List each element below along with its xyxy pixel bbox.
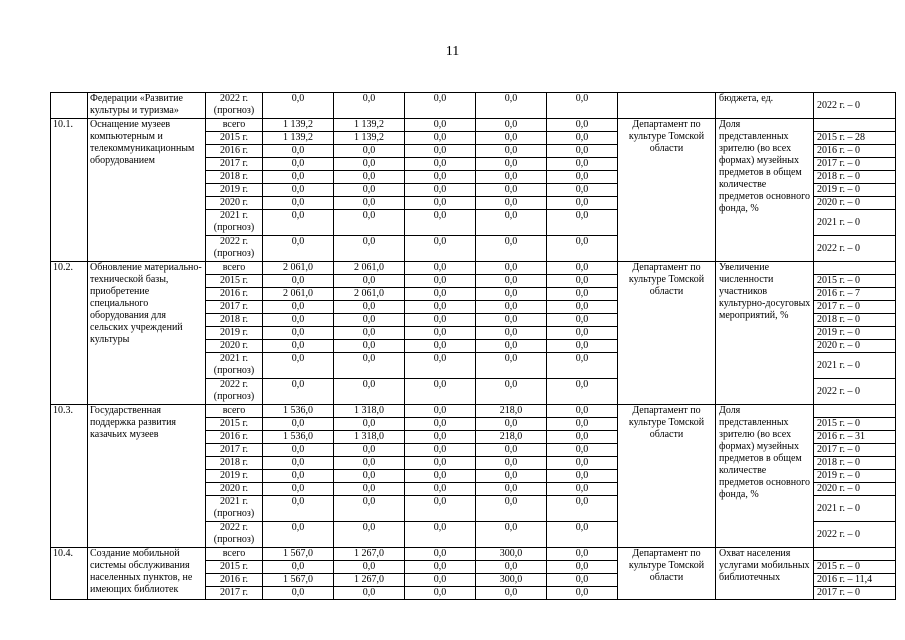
target-value-cell	[814, 405, 896, 418]
amount-cell: 0,0	[405, 236, 476, 262]
amount-cell: 0,0	[547, 405, 618, 418]
target-value-cell: 2017 г. – 0	[814, 444, 896, 457]
amount-cell: 0,0	[547, 561, 618, 574]
measure-number: 10.2.	[51, 262, 88, 405]
amount-cell: 0,0	[405, 262, 476, 275]
amount-cell: 0,0	[405, 158, 476, 171]
amount-cell: 0,0	[547, 522, 618, 548]
year-cell: 2022 г. (прогноз)	[206, 522, 263, 548]
executor-cell: Департамент по культуре Томской области	[618, 548, 716, 600]
year-cell: 2017 г.	[206, 587, 263, 600]
amount-cell: 0,0	[334, 93, 405, 119]
amount-cell: 0,0	[476, 561, 547, 574]
amount-cell: 0,0	[476, 457, 547, 470]
amount-cell: 0,0	[547, 301, 618, 314]
target-value-cell: 2016 г. – 31	[814, 431, 896, 444]
amount-cell: 0,0	[476, 184, 547, 197]
target-value-cell: 2019 г. – 0	[814, 470, 896, 483]
amount-cell: 0,0	[405, 132, 476, 145]
amount-cell: 0,0	[405, 145, 476, 158]
amount-cell: 0,0	[547, 119, 618, 132]
amount-cell: 2 061,0	[334, 262, 405, 275]
amount-cell: 0,0	[405, 171, 476, 184]
indicator-cell: Увеличение численности участников культурно-досуговых мероприятий, %	[716, 262, 814, 405]
target-value-cell: 2015 г. – 0	[814, 561, 896, 574]
executor-cell: Департамент по культуре Томской области	[618, 405, 716, 548]
amount-cell: 1 567,0	[263, 548, 334, 561]
year-cell: 2021 г. (прогноз)	[206, 496, 263, 522]
amount-cell: 0,0	[334, 496, 405, 522]
year-cell: 2020 г.	[206, 197, 263, 210]
amount-cell: 0,0	[263, 340, 334, 353]
amount-cell: 0,0	[476, 275, 547, 288]
amount-cell: 0,0	[263, 561, 334, 574]
measure-name: Обновление материально-технической базы, приобретение специального оборудования для сельских учреждений культуры	[88, 262, 206, 405]
measure-name: Государственная поддержка развития казачьих музеев	[88, 405, 206, 548]
year-cell: 2015 г.	[206, 561, 263, 574]
amount-cell: 2 061,0	[263, 288, 334, 301]
measure-number	[51, 93, 88, 119]
year-cell: 2016 г.	[206, 431, 263, 444]
target-value-cell: 2021 г. – 0	[814, 210, 896, 236]
amount-cell: 0,0	[405, 314, 476, 327]
amount-cell: 0,0	[405, 353, 476, 379]
amount-cell: 0,0	[263, 327, 334, 340]
amount-cell: 0,0	[263, 210, 334, 236]
amount-cell: 0,0	[263, 522, 334, 548]
amount-cell: 1 139,2	[263, 119, 334, 132]
executor-cell: Департамент по культуре Томской области	[618, 262, 716, 405]
table-row	[51, 93, 896, 119]
target-value-cell: 2016 г. – 7	[814, 288, 896, 301]
amount-cell: 1 318,0	[334, 431, 405, 444]
amount-cell: 0,0	[334, 353, 405, 379]
page-number: 11	[445, 44, 460, 59]
target-value-cell: 2022 г. – 0	[814, 93, 896, 119]
amount-cell: 0,0	[334, 197, 405, 210]
amount-cell: 0,0	[405, 184, 476, 197]
amount-cell: 0,0	[547, 457, 618, 470]
amount-cell: 0,0	[476, 444, 547, 457]
year-cell: 2015 г.	[206, 132, 263, 145]
amount-cell: 0,0	[334, 418, 405, 431]
measure-number: 10.1.	[51, 119, 88, 262]
amount-cell: 0,0	[476, 496, 547, 522]
amount-cell: 2 061,0	[263, 262, 334, 275]
amount-cell: 0,0	[547, 444, 618, 457]
amount-cell: 0,0	[547, 574, 618, 587]
amount-cell: 0,0	[263, 379, 334, 405]
amount-cell: 0,0	[476, 145, 547, 158]
indicator-cell: бюджета, ед.	[716, 93, 814, 119]
amount-cell: 218,0	[476, 431, 547, 444]
amount-cell: 0,0	[405, 496, 476, 522]
target-value-cell: 2015 г. – 0	[814, 418, 896, 431]
amount-cell: 1 139,2	[334, 132, 405, 145]
amount-cell: 0,0	[476, 301, 547, 314]
amount-cell: 0,0	[263, 236, 334, 262]
amount-cell: 0,0	[405, 587, 476, 600]
year-cell: 2020 г.	[206, 340, 263, 353]
measure-number: 10.4.	[51, 548, 88, 600]
amount-cell: 0,0	[476, 470, 547, 483]
amount-cell: 0,0	[263, 171, 334, 184]
amount-cell: 0,0	[405, 327, 476, 340]
amount-cell: 0,0	[476, 236, 547, 262]
year-cell: всего	[206, 119, 263, 132]
amount-cell: 0,0	[547, 327, 618, 340]
amount-cell: 0,0	[476, 327, 547, 340]
target-value-cell: 2020 г. – 0	[814, 197, 896, 210]
amount-cell: 0,0	[405, 93, 476, 119]
amount-cell: 0,0	[405, 197, 476, 210]
amount-cell: 0,0	[476, 587, 547, 600]
indicator-cell: Доля представленных зрителю (во всех формах) музейных предметов в общем количестве предметов основного фонда, %	[716, 119, 814, 262]
target-value-cell: 2015 г. – 28	[814, 132, 896, 145]
amount-cell: 0,0	[547, 288, 618, 301]
amount-cell: 0,0	[405, 119, 476, 132]
amount-cell: 0,0	[405, 431, 476, 444]
target-value-cell	[814, 262, 896, 275]
year-cell: 2022 г. (прогноз)	[206, 379, 263, 405]
year-cell: 2018 г.	[206, 171, 263, 184]
amount-cell: 0,0	[405, 301, 476, 314]
amount-cell: 0,0	[547, 145, 618, 158]
amount-cell: 0,0	[263, 93, 334, 119]
amount-cell: 0,0	[476, 197, 547, 210]
amount-cell: 0,0	[263, 496, 334, 522]
amount-cell: 0,0	[263, 145, 334, 158]
amount-cell: 0,0	[405, 418, 476, 431]
amount-cell: 1 267,0	[334, 548, 405, 561]
amount-cell: 0,0	[476, 483, 547, 496]
amount-cell: 0,0	[405, 561, 476, 574]
amount-cell: 0,0	[547, 210, 618, 236]
target-value-cell	[814, 548, 896, 561]
amount-cell: 0,0	[405, 483, 476, 496]
year-cell: 2020 г.	[206, 483, 263, 496]
amount-cell: 0,0	[476, 132, 547, 145]
amount-cell: 0,0	[547, 418, 618, 431]
amount-cell: 0,0	[405, 574, 476, 587]
amount-cell: 0,0	[476, 171, 547, 184]
amount-cell: 0,0	[547, 93, 618, 119]
amount-cell: 0,0	[547, 379, 618, 405]
amount-cell: 0,0	[547, 171, 618, 184]
year-cell: 2021 г. (прогноз)	[206, 210, 263, 236]
target-value-cell: 2016 г. – 11,4	[814, 574, 896, 587]
amount-cell: 0,0	[476, 262, 547, 275]
target-value-cell: 2018 г. – 0	[814, 457, 896, 470]
amount-cell: 0,0	[263, 418, 334, 431]
amount-cell: 0,0	[334, 236, 405, 262]
target-value-cell: 2017 г. – 0	[814, 587, 896, 600]
amount-cell: 0,0	[263, 184, 334, 197]
target-value-cell: 2019 г. – 0	[814, 327, 896, 340]
amount-cell: 0,0	[334, 587, 405, 600]
amount-cell: 0,0	[334, 171, 405, 184]
amount-cell: 0,0	[263, 197, 334, 210]
amount-cell: 0,0	[547, 132, 618, 145]
year-cell: 2021 г. (прогноз)	[206, 353, 263, 379]
amount-cell: 0,0	[476, 522, 547, 548]
amount-cell: 0,0	[476, 418, 547, 431]
amount-cell: 0,0	[263, 314, 334, 327]
amount-cell: 0,0	[405, 405, 476, 418]
amount-cell: 0,0	[263, 483, 334, 496]
amount-cell: 0,0	[334, 210, 405, 236]
amount-cell: 0,0	[476, 93, 547, 119]
amount-cell: 0,0	[405, 444, 476, 457]
amount-cell: 1 139,2	[263, 132, 334, 145]
amount-cell: 0,0	[263, 301, 334, 314]
measure-name: Федерации «Развитие культуры и туризма»	[88, 93, 206, 119]
year-cell: 2022 г. (прогноз)	[206, 236, 263, 262]
amount-cell: 0,0	[334, 457, 405, 470]
amount-cell: 1 318,0	[334, 405, 405, 418]
measure-number: 10.3.	[51, 405, 88, 548]
target-value-cell: 2020 г. – 0	[814, 340, 896, 353]
year-cell: 2019 г.	[206, 327, 263, 340]
amount-cell: 0,0	[476, 119, 547, 132]
target-value-cell: 2016 г. – 0	[814, 145, 896, 158]
table-row	[51, 119, 896, 132]
target-value-cell: 2020 г. – 0	[814, 483, 896, 496]
amount-cell: 1 139,2	[334, 119, 405, 132]
year-cell: всего	[206, 405, 263, 418]
amount-cell: 0,0	[476, 158, 547, 171]
year-cell: 2015 г.	[206, 418, 263, 431]
amount-cell: 0,0	[476, 288, 547, 301]
year-cell: 2017 г.	[206, 444, 263, 457]
amount-cell: 0,0	[476, 340, 547, 353]
amount-cell: 0,0	[547, 470, 618, 483]
amount-cell: 0,0	[263, 587, 334, 600]
amount-cell: 0,0	[263, 158, 334, 171]
amount-cell: 0,0	[405, 288, 476, 301]
year-cell: 2016 г.	[206, 574, 263, 587]
target-value-cell: 2022 г. – 0	[814, 522, 896, 548]
amount-cell: 0,0	[263, 470, 334, 483]
executor-cell	[618, 93, 716, 119]
indicator-cell: Доля представленных зрителю (во всех формах) музейных предметов в общем количестве предметов основного фонда, %	[716, 405, 814, 548]
amount-cell: 0,0	[334, 470, 405, 483]
amount-cell: 0,0	[334, 314, 405, 327]
amount-cell: 0,0	[547, 496, 618, 522]
indicator-cell: Охват населения услугами мобильных библиотечных	[716, 548, 814, 600]
amount-cell: 0,0	[476, 379, 547, 405]
table-row	[51, 262, 896, 275]
amount-cell: 1 536,0	[263, 431, 334, 444]
program-measures-table	[50, 92, 896, 600]
amount-cell: 300,0	[476, 574, 547, 587]
year-cell: 2019 г.	[206, 184, 263, 197]
target-value-cell: 2018 г. – 0	[814, 314, 896, 327]
amount-cell: 0,0	[334, 444, 405, 457]
target-value-cell: 2021 г. – 0	[814, 496, 896, 522]
measure-name: Создание мобильной системы обслуживания населенных пунктов, не имеющих библиотек	[88, 548, 206, 600]
amount-cell: 0,0	[547, 197, 618, 210]
amount-cell: 0,0	[547, 262, 618, 275]
target-value-cell: 2021 г. – 0	[814, 353, 896, 379]
year-cell: всего	[206, 548, 263, 561]
year-cell: 2018 г.	[206, 457, 263, 470]
target-value-cell: 2019 г. – 0	[814, 184, 896, 197]
amount-cell: 0,0	[547, 340, 618, 353]
amount-cell: 0,0	[405, 379, 476, 405]
target-value-cell: 2017 г. – 0	[814, 301, 896, 314]
amount-cell: 0,0	[263, 457, 334, 470]
amount-cell: 0,0	[547, 587, 618, 600]
target-value-cell: 2018 г. – 0	[814, 171, 896, 184]
table-row	[51, 548, 896, 561]
amount-cell: 2 061,0	[334, 288, 405, 301]
amount-cell: 0,0	[547, 548, 618, 561]
amount-cell: 0,0	[405, 522, 476, 548]
year-cell: 2016 г.	[206, 145, 263, 158]
target-value-cell: 2022 г. – 0	[814, 236, 896, 262]
amount-cell: 0,0	[405, 457, 476, 470]
amount-cell: 0,0	[334, 561, 405, 574]
amount-cell: 1 567,0	[263, 574, 334, 587]
year-cell: 2022 г. (прогноз)	[206, 93, 263, 119]
amount-cell: 0,0	[334, 379, 405, 405]
amount-cell: 0,0	[405, 340, 476, 353]
year-cell: всего	[206, 262, 263, 275]
amount-cell: 0,0	[405, 470, 476, 483]
year-cell: 2016 г.	[206, 288, 263, 301]
amount-cell: 0,0	[334, 158, 405, 171]
year-cell: 2018 г.	[206, 314, 263, 327]
amount-cell: 0,0	[263, 353, 334, 379]
amount-cell: 0,0	[334, 340, 405, 353]
target-value-cell	[814, 119, 896, 132]
target-value-cell: 2022 г. – 0	[814, 379, 896, 405]
amount-cell: 0,0	[334, 275, 405, 288]
target-value-cell: 2015 г. – 0	[814, 275, 896, 288]
year-cell: 2015 г.	[206, 275, 263, 288]
amount-cell: 0,0	[263, 275, 334, 288]
target-value-cell: 2017 г. – 0	[814, 158, 896, 171]
table-row	[51, 405, 896, 418]
amount-cell: 0,0	[547, 158, 618, 171]
measure-name: Оснащение музеев компьютерным и телекоммуникационным оборудованием	[88, 119, 206, 262]
amount-cell: 0,0	[547, 483, 618, 496]
amount-cell: 0,0	[334, 184, 405, 197]
amount-cell: 0,0	[476, 353, 547, 379]
amount-cell: 0,0	[405, 210, 476, 236]
amount-cell: 0,0	[547, 431, 618, 444]
amount-cell: 0,0	[547, 184, 618, 197]
amount-cell: 0,0	[476, 314, 547, 327]
amount-cell: 0,0	[334, 327, 405, 340]
amount-cell: 0,0	[547, 236, 618, 262]
amount-cell: 0,0	[547, 275, 618, 288]
amount-cell: 1 536,0	[263, 405, 334, 418]
amount-cell: 0,0	[334, 301, 405, 314]
year-cell: 2017 г.	[206, 301, 263, 314]
amount-cell: 0,0	[334, 145, 405, 158]
amount-cell: 0,0	[547, 353, 618, 379]
amount-cell: 0,0	[334, 522, 405, 548]
amount-cell: 0,0	[263, 444, 334, 457]
amount-cell: 0,0	[547, 314, 618, 327]
amount-cell: 0,0	[405, 548, 476, 561]
amount-cell: 300,0	[476, 548, 547, 561]
year-cell: 2017 г.	[206, 158, 263, 171]
amount-cell: 218,0	[476, 405, 547, 418]
year-cell: 2019 г.	[206, 470, 263, 483]
executor-cell: Департамент по культуре Томской области	[618, 119, 716, 262]
amount-cell: 1 267,0	[334, 574, 405, 587]
amount-cell: 0,0	[405, 275, 476, 288]
amount-cell: 0,0	[476, 210, 547, 236]
amount-cell: 0,0	[334, 483, 405, 496]
